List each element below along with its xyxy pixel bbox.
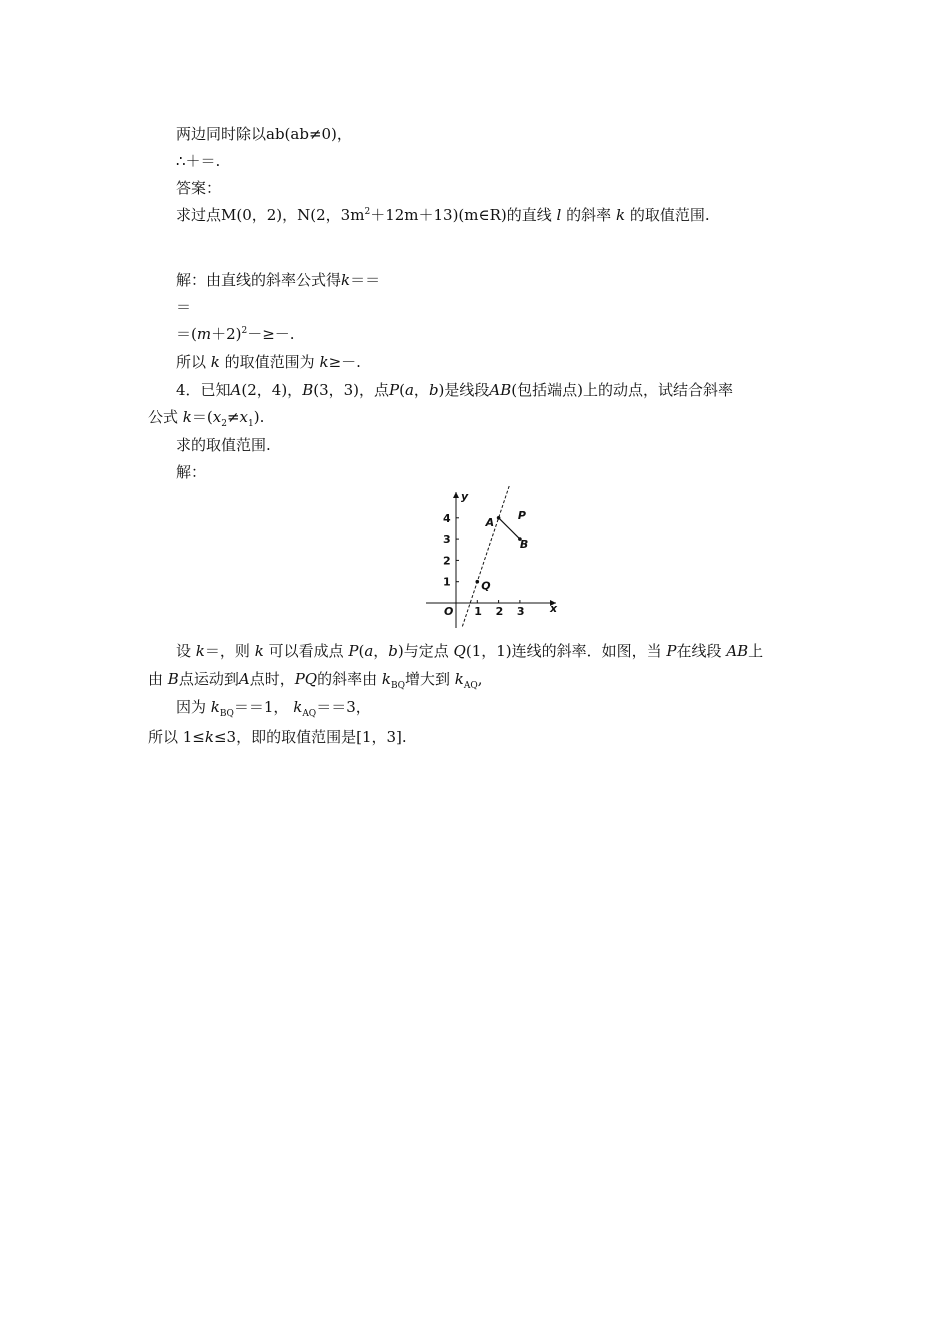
text: (3，3)，点 [313,381,390,399]
text: －≥－. [247,325,295,343]
point-q [476,580,480,584]
line-conclusion [148,727,407,747]
text: (包括端点)上的动点，试结合斜率 [511,381,733,399]
italic-var: k [210,698,220,716]
italic-var: k [615,206,626,224]
text: (1，1)连线的斜率．如图，当 [465,642,662,660]
text: ). [253,408,265,426]
italic-var: B [302,381,314,399]
label-q: Q [481,579,491,593]
line-explanation-1 [176,641,763,661]
line-square [176,324,295,344]
text: 增大到 [404,670,450,688]
italic-var: PQ [294,670,318,688]
x-tick-label: 3 [516,605,525,618]
italic-var: P [666,642,677,660]
italic-var: AB [489,381,512,399]
text: ≠ [226,408,240,426]
text: ＝ [176,298,192,316]
x-tick-label: 1 [474,605,482,618]
subscript: BQ [390,681,405,691]
y-tick-label: 3 [443,533,451,547]
text: ≤3，即的取值范围是[1，3]. [213,728,407,746]
text: ＝( [176,325,197,343]
text: ( [358,642,365,660]
italic-var: k [319,353,329,371]
origin-label: O [444,605,454,618]
label-a: A [485,515,495,529]
italic-var: k [254,642,264,660]
italic-var: Q [453,642,466,660]
italic-var: k [293,698,303,716]
text: )与定点 [397,642,449,660]
text: 点运动到 [178,670,239,688]
text: ＝＝3， [316,698,371,716]
italic-var: a [364,642,374,660]
text: ＝＝ [350,271,381,289]
italic-var: A [230,381,242,399]
italic-var: B [167,670,179,688]
line-solution-label [176,462,206,482]
x-axis-label: x [550,602,558,615]
text: ＝，则 [204,642,250,660]
text: 答案： [176,179,222,197]
text: 由 [148,670,164,688]
dashed-line-pq [462,486,521,626]
text: 点时， [249,670,295,688]
y-tick-label: 1 [443,575,451,589]
text: 两边同时除以ab(ab≠0)， [176,125,352,143]
text: ＋12m＋13)(m∈R)的直线 [370,206,552,224]
italic-var: k [195,642,205,660]
text: 求过点M(0，2)，N(2，3m [176,206,365,224]
text: 解：由直线的斜率公式得 [176,271,342,289]
superscript: 2 [241,326,248,336]
point-a [497,516,501,520]
y-tick-label: 2 [443,554,451,568]
text: ＋2) [211,325,242,343]
y-axis-label: y [461,490,469,503]
italic-var: A [238,670,250,688]
y-axis-arrow-icon [453,492,459,498]
text: 的斜率 [566,206,612,224]
italic-var: P [348,642,359,660]
italic-var: x [239,408,248,426]
text: , [477,670,483,688]
text: 可以看成点 [268,642,344,660]
italic-var: b [428,381,439,399]
text: (2，4)， [241,381,303,399]
text: 上 [748,642,764,660]
text: ∴＋＝. [176,152,221,170]
italic-var: a [404,381,414,399]
text: ＝( [191,408,213,426]
subscript: AQ [463,681,478,691]
italic-var: k [204,728,214,746]
segment-ab [499,518,520,539]
line-explanation-2 [148,669,483,689]
superscript: 2 [364,207,371,217]
italic-var: AB [726,642,749,660]
subscript: 1 [248,419,254,429]
subscript: AQ [302,709,317,719]
text: ， [373,642,389,660]
line-problem-4 [176,380,733,400]
text: 求的取值范围. [176,436,271,454]
line-range-result [176,352,361,372]
line-divide [176,124,352,144]
line-find-range [176,435,271,455]
italic-var: b [388,642,398,660]
italic-var: k [210,353,220,371]
text: 的取值范围. [629,206,710,224]
text: 因为 [176,698,207,716]
italic-var: m [196,325,212,343]
y-tick-label: 4 [443,511,451,525]
line-equals [176,297,191,317]
text: 的取值范围为 [224,353,315,371]
text: ， [413,381,429,399]
text: 所以 [176,353,207,371]
text: 的斜率由 [317,670,378,688]
line-because [176,697,371,717]
text: 公式 [148,408,179,426]
line-problem-3 [176,205,710,225]
italic-var: l [556,206,562,224]
text: )是线段 [438,381,490,399]
text: 在线段 [676,642,722,660]
subscript: 2 [221,419,227,429]
italic-var: k [182,408,192,426]
line-slope-formula [148,407,264,427]
italic-var: k [454,670,464,688]
label-p: P [517,508,526,522]
text: ≥－. [328,353,361,371]
text: 设 [176,642,192,660]
text: 解： [176,463,207,481]
text: ( [399,381,405,399]
italic-var: k [341,271,351,289]
x-tick-label: 2 [495,605,504,618]
italic-var: x [212,408,222,426]
italic-var: P [389,381,400,399]
text: 4．已知 [176,381,231,399]
line-solution-start [176,270,380,290]
text: ＝＝1， [233,698,289,716]
line-answer-label [176,178,221,198]
label-b: B [519,538,529,552]
text: 所以 1≤ [148,728,205,746]
line-therefore [176,151,220,171]
subscript: BQ [219,709,234,719]
coordinate-figure [418,486,568,636]
italic-var: k [381,670,391,688]
